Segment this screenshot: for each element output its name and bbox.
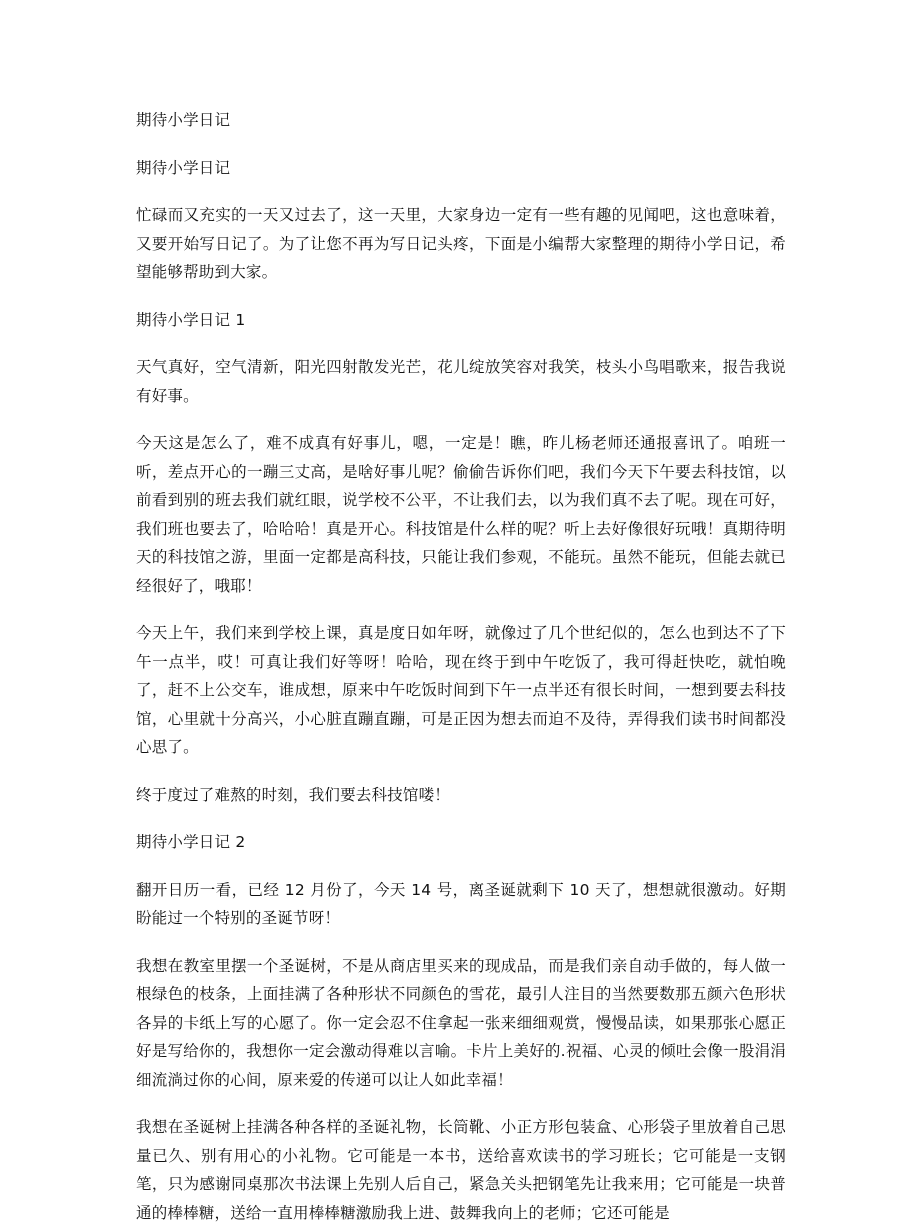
- document-title: 期待小学日记: [136, 111, 231, 129]
- diary-1-paragraph-1: 天气真好，空气清新，阳光四射散发光芒，花儿绽放笑容对我笑，枝头小鸟唱歌来，报告我说有好事。: [136, 358, 786, 405]
- diary-2-heading: 期待小学日记 2: [136, 833, 246, 851]
- diary-2-paragraph-2: 我想在教室里摆一个圣诞树，不是从商店里买来的现成品，而是我们亲自动手做的，每人做一根绿色的枝条，上面挂满了各种形状不同颜色的雪花，最引人注目的当然要数那五颜六色形状各异的卡纸上写的心愿了。你一定会忍不住拿起一张来细细观赏，慢慢品读，如果那张心愿正好是写给你的，我想你一定会激动得难以言喻。卡片上美好的.祝福、心灵的倾吐会像一股涓涓细流淌过你的心间，原来爱的传递可以让人如此幸福！: [136, 956, 786, 1089]
- document-subtitle: 期待小学日记: [136, 158, 231, 177]
- diary-2-paragraph-3: 我想在圣诞树上挂满各种各样的圣诞礼物，长筒靴、小正方形包装盒、心形袋子里放着自己思量已久、别有用心的小礼物。它可能是一本书，送给喜欢读书的学习班长；它可能是一支钢笔，只为感谢同桌那次书法课上先别人后自己，紧急关头把钢笔先让我来用；它可能是一块普通的棒棒糖，送给一直用棒棒糖激励我上进、鼓舞我向上的老师；它还可能是: [136, 1118, 786, 1222]
- intro-paragraph: 忙碌而又充实的一天又过去了，这一天里，大家身边一定有一些有趣的见闻吧，这也意味着，又要开始写日记了。为了让您不再为写日记头疼，下面是小编帮大家整理的期待小学日记，希望能够帮助到大家。: [136, 206, 786, 281]
- diary-2-paragraph-1: 翻开日历一看，已经 12 月份了，今天 14 号，离圣诞就剩下 10 天了，想想就很激动。好期盼能过一个特别的圣诞节呀！: [136, 880, 786, 927]
- diary-1-heading: 期待小学日记 1: [136, 310, 246, 329]
- diary-1-paragraph-3: 今天上午，我们来到学校上课，真是度日如年呀，就像过了几个世纪似的，怎么也到达不了下午一点半，哎！可真让我们好等呀！哈哈，现在终于到中午吃饭了，我可得赶快吃，就怕晚了，赶不上公交车，谁成想，原来中午吃饭时间到下午一点半还有很长时间，一想到要去科技馆，心里就十分高兴，小心脏直蹦直蹦，可是正因为想去而迫不及待，弄得我们读书时间都没心思了。: [136, 624, 786, 756]
- document-page: [136, 106, 786, 1227]
- diary-1-paragraph-2: 今天这是怎么了，难不成真有好事儿，嗯，一定是！瞧，昨儿杨老师还通报喜讯了。咱班一听，差点开心的一蹦三丈高，是啥好事儿呢？偷偷告诉你们吧，我们今天下午要去科技馆，以前看到别的班去我们就红眼，说学校不公平，不让我们去，以为我们真不去了呢。现在可好，我们班也要去了，哈哈哈！真是开心。科技馆是什么样的呢？听上去好像很好玩哦！真期待明天的科技馆之游，里面一定都是高科技，只能让我们参观，不能玩。虽然不能玩，但能去就已经很好了，哦耶！: [136, 434, 786, 595]
- diary-1-paragraph-4: 终于度过了难熬的时刻，我们要去科技馆喽！: [136, 785, 451, 804]
